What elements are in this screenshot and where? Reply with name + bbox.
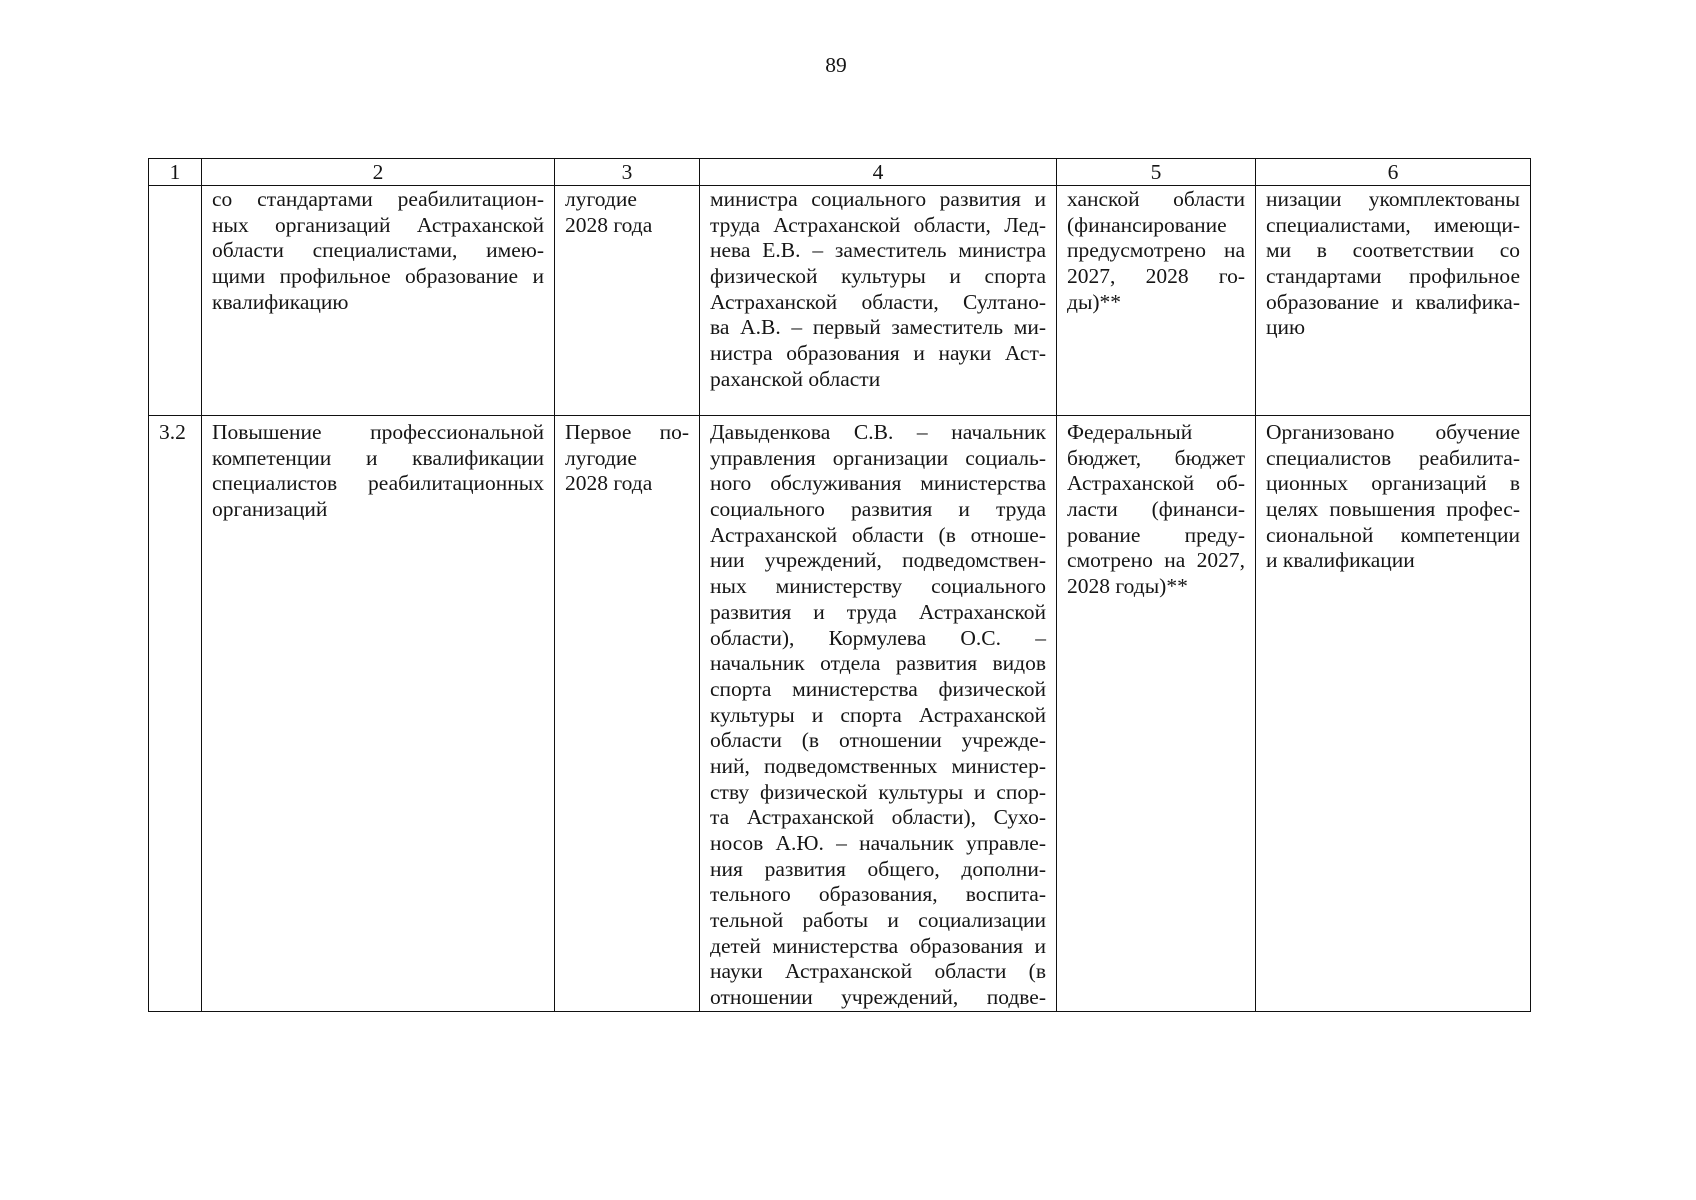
text-line: министра социального развития и bbox=[710, 187, 1046, 211]
text-line: со стандартами реабилитацион- bbox=[212, 187, 544, 211]
text-line: образование и квалифика- bbox=[1266, 289, 1520, 314]
cell-result bbox=[1256, 416, 1531, 1012]
text-line: Повышение профессиональной bbox=[212, 420, 544, 444]
page-number: 89 bbox=[825, 53, 847, 77]
text-line: культуры и спорта Астраханской bbox=[710, 702, 1046, 727]
text-line: ционных организаций в bbox=[1266, 471, 1520, 496]
text-line: ных организаций Астраханской bbox=[212, 212, 544, 237]
cell-term bbox=[555, 416, 700, 1012]
column-number-row bbox=[149, 159, 1531, 186]
text-line: ды)** bbox=[1067, 289, 1122, 314]
text-line: бюджет, бюджет bbox=[1067, 445, 1245, 470]
item-number: 3.2 bbox=[159, 420, 186, 444]
column-number: 6 bbox=[1256, 159, 1531, 186]
text-line: щими профильное образование и bbox=[212, 264, 544, 289]
cell-number bbox=[149, 186, 202, 416]
text-line: та Астраханской области), Сухо- bbox=[710, 805, 1046, 830]
text-line: 2028 годы)** bbox=[1067, 574, 1188, 599]
text-line: начальник отдела развития видов bbox=[710, 651, 1046, 676]
column-number: 3 bbox=[555, 159, 700, 186]
text-line: раханской области bbox=[710, 366, 881, 391]
text-line: квалификацию bbox=[212, 289, 349, 314]
text-line: (финансирование bbox=[1067, 212, 1227, 237]
text-line: Организовано обучение bbox=[1266, 420, 1520, 444]
text-line: ний, подведомственных министер- bbox=[710, 753, 1046, 778]
text-line: нева Е.В. – заместитель министра bbox=[710, 238, 1046, 263]
text-line: специалистов реабилитационных bbox=[212, 471, 544, 496]
text-line: детей министерства образования и bbox=[710, 933, 1046, 958]
text-line: Первое по- bbox=[565, 420, 689, 444]
text-line: нии учреждений, подведомствен- bbox=[710, 548, 1046, 573]
text-line: ва А.В. – первый заместитель ми- bbox=[710, 315, 1046, 340]
column-number: 5 bbox=[1057, 159, 1256, 186]
text-line: специалистами, имеющи- bbox=[1266, 212, 1520, 237]
text-line: ству физической культуры и спор- bbox=[710, 779, 1046, 804]
cell-financing bbox=[1057, 186, 1256, 416]
text-line: ханской области bbox=[1067, 187, 1245, 211]
text-line: социального развития и труда bbox=[710, 497, 1046, 522]
text-line: предусмотрено на bbox=[1067, 238, 1245, 263]
text-line: низации укомплектованы bbox=[1266, 187, 1520, 211]
text-line: 2027, 2028 го- bbox=[1067, 264, 1245, 289]
cell-measure bbox=[202, 416, 555, 1012]
text-line: Давыденкова С.В. – начальник bbox=[710, 420, 1046, 444]
text-line: стандартами профильное bbox=[1266, 264, 1520, 289]
text-line: ных министерству социального bbox=[710, 574, 1046, 599]
text-line: труда Астраханской области, Лед- bbox=[710, 212, 1046, 237]
text-line: 2028 года bbox=[565, 212, 653, 237]
table-row-3-2 bbox=[149, 416, 1531, 1012]
plan-table bbox=[148, 158, 1531, 1012]
text-line: ния развития общего, дополни- bbox=[710, 856, 1046, 881]
text-line: Астраханской об- bbox=[1067, 471, 1245, 496]
text-line: целях повышения профес- bbox=[1266, 497, 1520, 522]
text-line: цию bbox=[1266, 315, 1306, 340]
cell-responsible bbox=[700, 416, 1057, 1012]
cell-term bbox=[555, 186, 700, 416]
text-line: области), Кормулева О.С. – bbox=[710, 625, 1046, 650]
column-number: 4 bbox=[700, 159, 1057, 186]
text-line: Астраханской области, Султано- bbox=[710, 289, 1046, 314]
text-line: специалистов реабилита- bbox=[1266, 445, 1520, 470]
column-number: 2 bbox=[202, 159, 555, 186]
text-line: тельной работы и социализации bbox=[710, 908, 1046, 933]
text-line: управления организации социаль- bbox=[710, 445, 1046, 470]
text-line: Федеральный bbox=[1067, 420, 1193, 444]
cell-measure bbox=[202, 186, 555, 416]
text-line: организаций bbox=[212, 497, 328, 522]
text-line: ласти (финанси- bbox=[1067, 497, 1245, 522]
cell-responsible bbox=[700, 186, 1057, 416]
text-line: 2028 года bbox=[565, 471, 653, 496]
text-line: смотрено на 2027, bbox=[1067, 548, 1245, 573]
text-line: развития и труда Астраханской bbox=[710, 599, 1046, 624]
text-line: рование преду- bbox=[1067, 522, 1245, 547]
column-number: 1 bbox=[149, 159, 202, 186]
text-line: отношении учреждений, подве- bbox=[710, 985, 1046, 1010]
text-line: ми в соответствии со bbox=[1266, 238, 1520, 263]
text-line: лугодие bbox=[565, 445, 637, 470]
text-line: ного обслуживания министерства bbox=[710, 471, 1046, 496]
cell-financing bbox=[1057, 416, 1256, 1012]
text-line: лугодие bbox=[565, 187, 637, 211]
text-line: Астраханской области (в отноше- bbox=[710, 522, 1046, 547]
text-line: области специалистами, имею- bbox=[212, 238, 544, 263]
table-row-continued bbox=[149, 186, 1531, 416]
cell-number bbox=[149, 416, 202, 1012]
text-line: носов А.Ю. – начальник управле- bbox=[710, 831, 1046, 855]
text-line: компетенции и квалификации bbox=[212, 445, 544, 470]
text-line: тельного образования, воспита- bbox=[710, 882, 1046, 907]
text-line: области (в отношении учрежде- bbox=[710, 728, 1046, 753]
text-line: и квалификации bbox=[1266, 548, 1415, 573]
text-line: физической культуры и спорта bbox=[710, 264, 1046, 289]
cell-result bbox=[1256, 186, 1531, 416]
text-line: нистра образования и науки Аст- bbox=[710, 341, 1046, 366]
text-line: спорта министерства физической bbox=[710, 676, 1046, 701]
text-line: сиональной компетенции bbox=[1266, 522, 1520, 547]
text-line: науки Астраханской области (в bbox=[710, 959, 1046, 984]
